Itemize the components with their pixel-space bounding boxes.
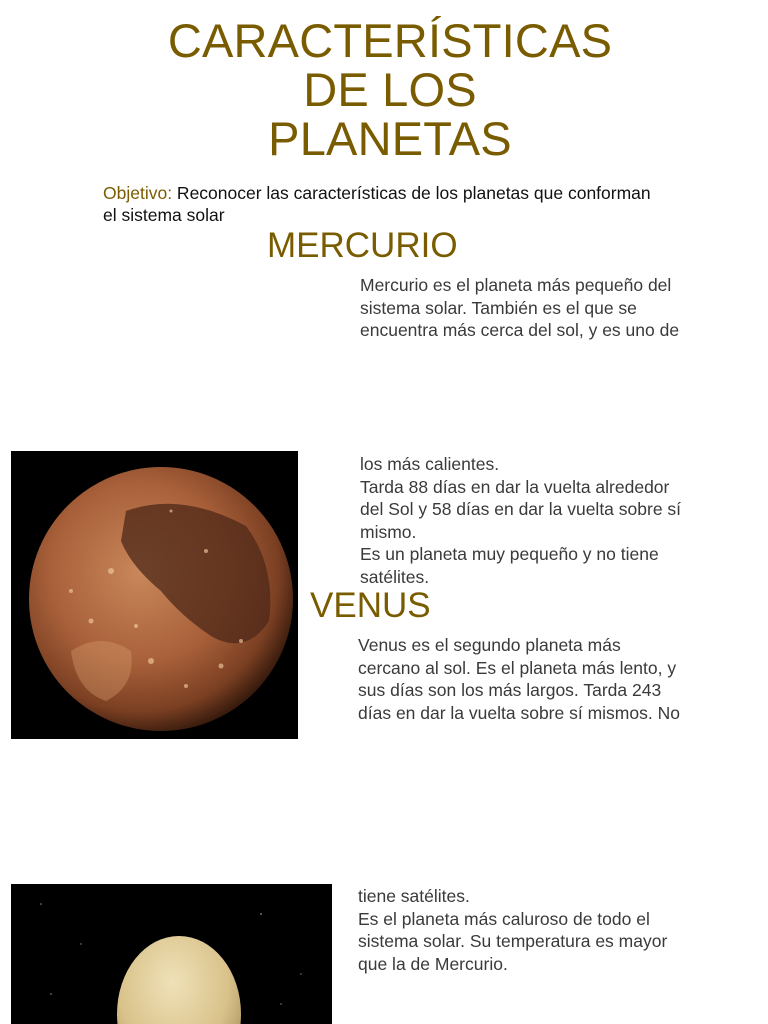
objective — [103, 182, 663, 226]
page-title-line-2: DE LOS — [303, 63, 477, 116]
objective-text: Reconocer las características de los planetas que conforman el sistema solar — [103, 183, 651, 225]
mercurio-heading: MERCURIO — [267, 226, 458, 265]
page-title — [0, 16, 768, 163]
venus-paragraph-1: Venus es el segundo planeta más cercano al sol. Es el planeta más lento, y sus días son los más largos. Tarda 243 días en dar la vuelta sobre sí mismos. No — [358, 635, 680, 723]
objective-label: Objetivo: — [103, 183, 173, 203]
page-title-line-3: PLANETAS — [268, 112, 512, 165]
mercurio-image — [11, 451, 298, 739]
mercurio-paragraph-2: los más calientes. Tarda 88 días en dar la vuelta alrededor del Sol y 58 días en dar la vuelta sobre sí mismo. Es un planeta muy pequeño y no tiene satélites. — [360, 454, 682, 587]
mercurio-paragraph-1: Mercurio es el planeta más pequeño del sistema solar. También es el que se encuentra más cerca del sol, y es uno de — [360, 275, 680, 340]
venus-paragraph-2: tiene satélites. Es el planeta más caluroso de todo el sistema solar. Su temperatura es mayor que la de Mercurio. — [358, 886, 668, 974]
venus-heading: VENUS — [310, 586, 431, 625]
venus-image — [11, 884, 332, 1024]
page-title-line-1: CARACTERÍSTICAS — [167, 14, 613, 67]
